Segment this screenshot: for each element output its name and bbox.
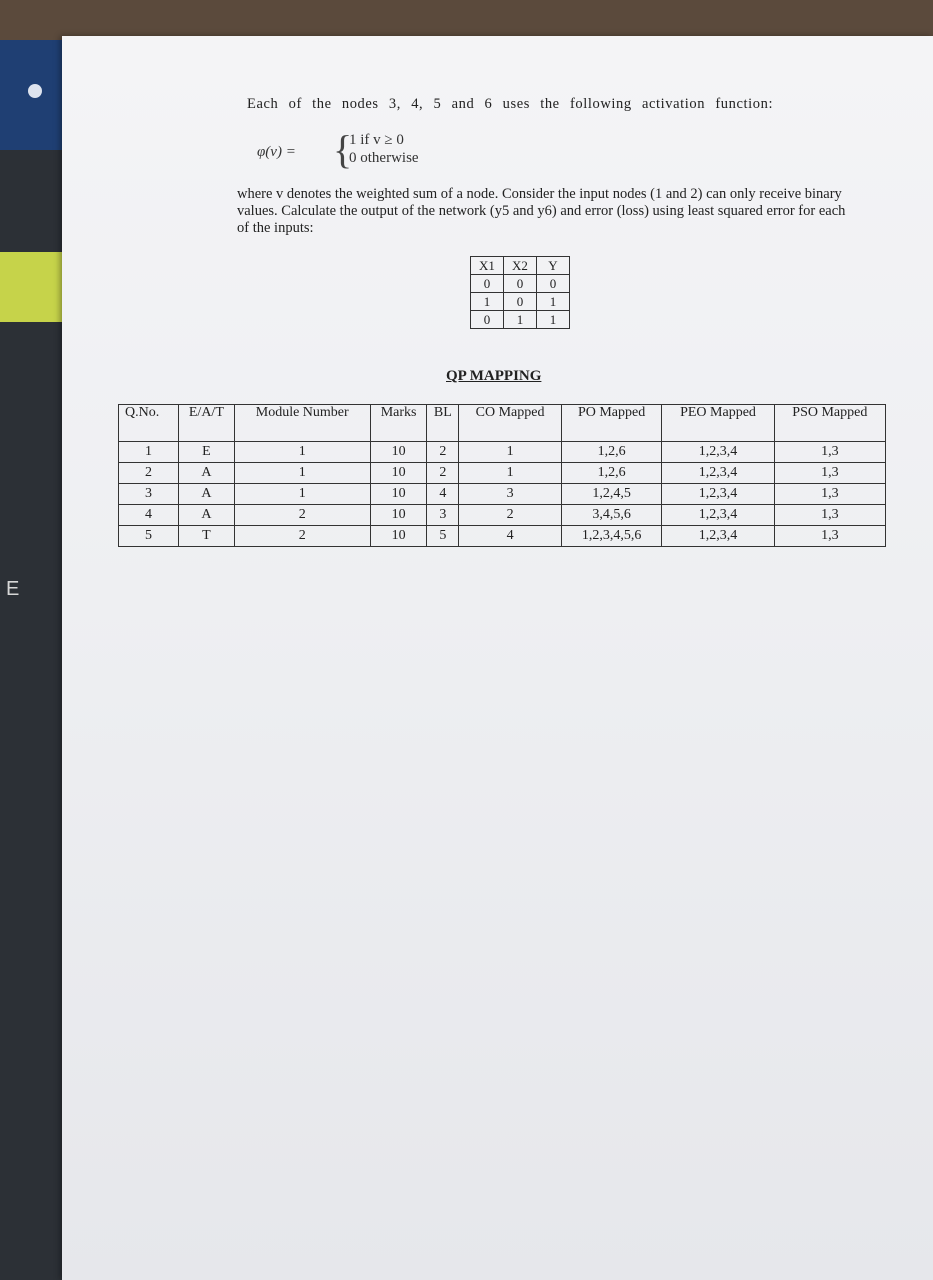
header-peo-mapped: PEO Mapped <box>662 405 774 442</box>
table-cell: E <box>179 442 235 463</box>
table-row <box>471 311 570 329</box>
table-cell: 0 <box>504 275 537 293</box>
table-cell: 10 <box>370 505 427 526</box>
table-cell: 1,2,3,4,5,6 <box>561 526 661 547</box>
table-cell: 2 <box>459 505 562 526</box>
table-cell: 10 <box>370 463 427 484</box>
table-cell: T <box>179 526 235 547</box>
table-cell: 1 <box>459 463 562 484</box>
table-cell: 1 <box>119 442 179 463</box>
table-cell: A <box>179 463 235 484</box>
truth-table-header-row <box>471 257 570 275</box>
table-row <box>119 442 886 463</box>
table-cell: 1,2,6 <box>561 442 661 463</box>
paper-sheet <box>62 36 933 1280</box>
table-cell: 3 <box>427 505 459 526</box>
table-cell: 1,3 <box>774 442 885 463</box>
qp-mapping-table <box>118 404 886 547</box>
table-cell: 4 <box>459 526 562 547</box>
table-cell: 10 <box>370 526 427 547</box>
table-row <box>119 484 886 505</box>
header-qno: Q.No. <box>119 405 179 442</box>
table-cell: 1 <box>459 442 562 463</box>
qp-mapping-title: QP MAPPING <box>446 368 542 384</box>
header-co-mapped: CO Mapped <box>459 405 562 442</box>
table-cell: 2 <box>427 463 459 484</box>
table-cell: 1,2,3,4 <box>662 463 774 484</box>
table-cell: 0 <box>471 275 504 293</box>
question-intro: Each of the nodes 3, 4, 5 and 6 uses the following activation function: <box>247 96 774 112</box>
table-row <box>119 526 886 547</box>
table-cell: 5 <box>427 526 459 547</box>
table-cell: 1,3 <box>774 505 885 526</box>
table-cell: 5 <box>119 526 179 547</box>
background-dot <box>28 84 42 98</box>
qp-header-row <box>119 405 886 442</box>
table-cell: 1,2,6 <box>561 463 661 484</box>
table-cell: 2 <box>427 442 459 463</box>
table-cell: 1 <box>504 311 537 329</box>
table-cell: 1,3 <box>774 463 885 484</box>
table-cell: 1 <box>234 442 370 463</box>
header-marks: Marks <box>370 405 427 442</box>
table-row <box>119 505 886 526</box>
table-cell: 2 <box>119 463 179 484</box>
formula-brace: { <box>333 127 353 172</box>
table-cell: 1,2,4,5 <box>561 484 661 505</box>
header-bl: BL <box>427 405 459 442</box>
table-row <box>471 275 570 293</box>
table-cell: 1 <box>471 293 504 311</box>
header-pso-mapped: PSO Mapped <box>774 405 885 442</box>
table-cell: 1 <box>234 484 370 505</box>
formula-case-1: 1 if v ≥ 0 <box>349 132 404 148</box>
table-cell: 1,3 <box>774 526 885 547</box>
table-cell: 1,2,3,4 <box>662 442 774 463</box>
table-cell: 10 <box>370 484 427 505</box>
table-cell: 3,4,5,6 <box>561 505 661 526</box>
table-cell: 2 <box>234 526 370 547</box>
header-eat: E/A/T <box>179 405 235 442</box>
formula-lhs: φ(v) = <box>257 144 296 160</box>
table-cell: 2 <box>234 505 370 526</box>
truth-header-x1: X1 <box>471 257 504 275</box>
table-cell: 3 <box>119 484 179 505</box>
background-yellow-block <box>0 252 70 322</box>
table-row <box>471 293 570 311</box>
table-cell: 0 <box>471 311 504 329</box>
question-paragraph: where v denotes the weighted sum of a node. Consider the input nodes (1 and 2) can only receive binary values. Calculate the output of the network (y5 and y6) and error (loss) using least squared error for each of the inputs: <box>237 186 846 236</box>
table-cell: 1,2,3,4 <box>662 505 774 526</box>
table-cell: 1,2,3,4 <box>662 526 774 547</box>
table-cell: 3 <box>459 484 562 505</box>
table-cell: 0 <box>537 275 570 293</box>
header-po-mapped: PO Mapped <box>561 405 661 442</box>
table-cell: 1 <box>537 311 570 329</box>
table-cell: 1,3 <box>774 484 885 505</box>
table-cell: 4 <box>427 484 459 505</box>
truth-header-y: Y <box>537 257 570 275</box>
table-cell: 10 <box>370 442 427 463</box>
table-cell: A <box>179 484 235 505</box>
table-cell: 4 <box>119 505 179 526</box>
table-cell: 1 <box>234 463 370 484</box>
header-module-number: Module Number <box>234 405 370 442</box>
table-cell: 0 <box>504 293 537 311</box>
table-row <box>119 463 886 484</box>
table-cell: 1 <box>537 293 570 311</box>
truth-header-x2: X2 <box>504 257 537 275</box>
table-cell: 1,2,3,4 <box>662 484 774 505</box>
table-cell: A <box>179 505 235 526</box>
background-letter: E <box>6 578 20 600</box>
formula-case-2: 0 otherwise <box>349 150 419 166</box>
truth-table <box>470 256 570 329</box>
